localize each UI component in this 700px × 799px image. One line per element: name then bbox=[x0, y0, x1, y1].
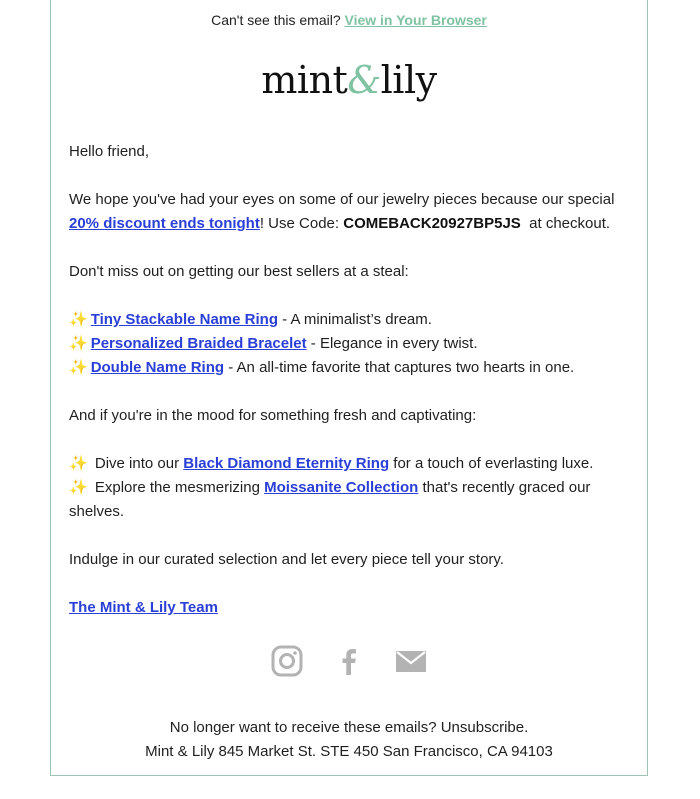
sparkle-icon: ✨ bbox=[69, 455, 88, 472]
list-item bbox=[69, 308, 629, 332]
email-frame bbox=[50, 0, 648, 776]
discount-link[interactable]: 20% discount ends tonight bbox=[69, 215, 260, 232]
list-item bbox=[69, 452, 629, 476]
intro-mid: ! Use Code: bbox=[259, 215, 340, 232]
brand-logo[interactable] bbox=[51, 58, 647, 102]
mailing-address: Mint & Lily 845 Market St. STE 450 San Francisco, CA 94103 bbox=[145, 743, 553, 760]
logo-ampersand: & bbox=[347, 58, 381, 102]
social-icons bbox=[51, 644, 647, 678]
sparkle-icon: ✨ bbox=[69, 311, 88, 328]
team-link[interactable]: The Mint & Lily Team bbox=[69, 599, 218, 616]
item-desc: - An all-time favorite that captures two hearts in one. bbox=[224, 359, 575, 376]
double-name-ring-link[interactable]: Double Name Ring bbox=[90, 359, 225, 376]
item-post: that's recently graced our shelves. bbox=[69, 479, 591, 520]
view-prompt: Can't see this email? bbox=[211, 12, 341, 28]
intro-paragraph bbox=[69, 188, 629, 236]
intro-text: We hope you've had your eyes on some of our jewelry pieces because our special bbox=[69, 191, 615, 208]
bestsellers-list bbox=[69, 308, 629, 380]
logo-mint: mint bbox=[261, 58, 348, 102]
email-body bbox=[69, 140, 629, 644]
closing-line: Indulge in our curated selection and let every piece tell your story. bbox=[69, 551, 504, 568]
sparkle-icon: ✨ bbox=[69, 479, 88, 496]
logo-lily: lily bbox=[380, 58, 437, 102]
item-desc: - Elegance in every twist. bbox=[306, 335, 478, 352]
item-pre: Dive into our bbox=[90, 455, 184, 472]
greeting: Hello friend, bbox=[69, 143, 150, 160]
bestsellers-intro: Don't miss out on getting our best sellers at a steal: bbox=[69, 263, 409, 280]
signature bbox=[69, 596, 629, 620]
item-pre: Explore the mesmerizing bbox=[90, 479, 265, 496]
list-item bbox=[69, 332, 629, 356]
fresh-intro: And if you're in the mood for something fresh and captivating: bbox=[69, 407, 477, 424]
list-item bbox=[69, 356, 629, 380]
view-in-browser-line bbox=[51, 12, 647, 28]
tiny-stackable-name-ring-link[interactable]: Tiny Stackable Name Ring bbox=[90, 311, 278, 328]
fresh-list bbox=[69, 452, 629, 524]
braided-bracelet-link[interactable]: Personalized Braided Bracelet bbox=[90, 335, 307, 352]
item-post: for a touch of everlasting luxe. bbox=[389, 455, 594, 472]
promo-code: COMEBACK20927BP5JS bbox=[343, 215, 521, 232]
view-in-browser-link[interactable]: View in Your Browser bbox=[344, 12, 487, 28]
sparkle-icon: ✨ bbox=[69, 359, 88, 376]
instagram-icon[interactable] bbox=[270, 644, 304, 678]
black-diamond-ring-link[interactable]: Black Diamond Eternity Ring bbox=[183, 455, 390, 472]
item-desc: - A minimalist’s dream. bbox=[277, 311, 432, 328]
footer bbox=[51, 716, 647, 764]
facebook-icon[interactable] bbox=[332, 644, 366, 678]
list-item bbox=[69, 476, 629, 524]
sparkle-icon: ✨ bbox=[69, 335, 88, 352]
moissanite-collection-link[interactable]: Moissanite Collection bbox=[264, 479, 419, 496]
unsubscribe-text[interactable]: No longer want to receive these emails? Unsubscribe. bbox=[169, 719, 529, 736]
mail-icon[interactable] bbox=[394, 644, 428, 678]
intro-post: at checkout. bbox=[529, 215, 611, 232]
